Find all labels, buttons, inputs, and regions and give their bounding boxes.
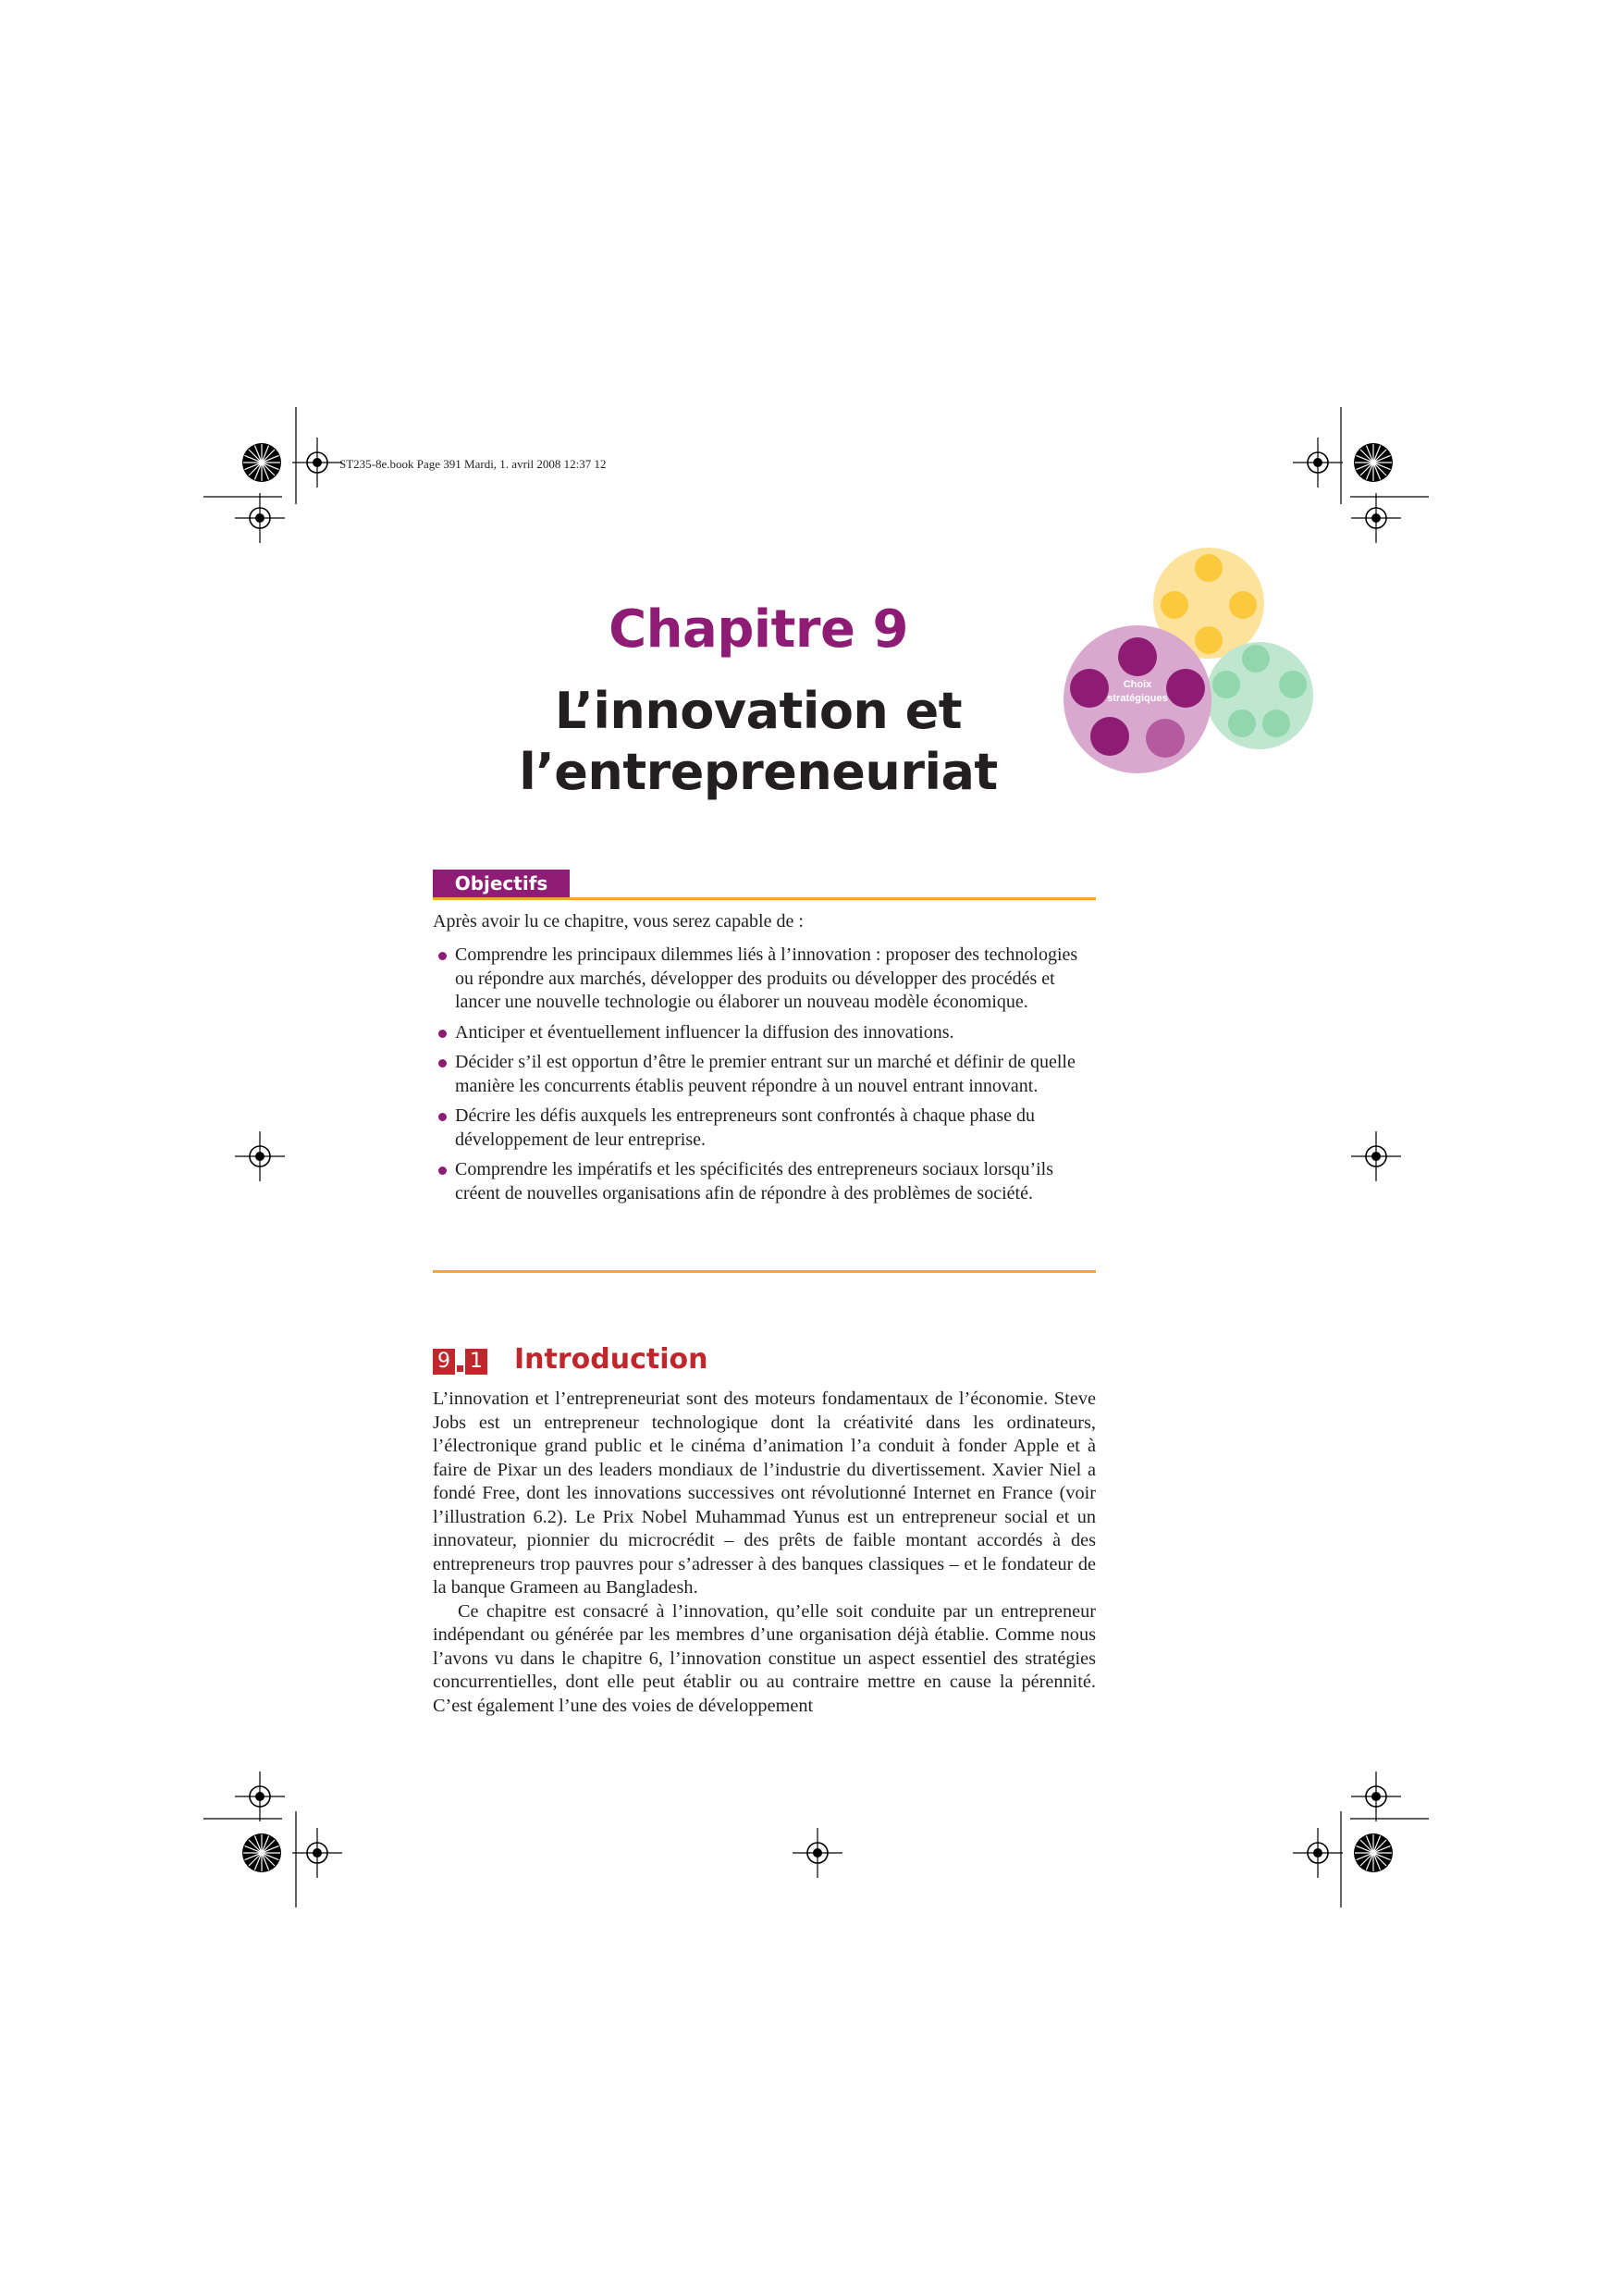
objectives-bottom-rule (433, 1270, 1096, 1273)
objective-item: Comprendre les impératifs et les spécificités des entrepreneurs sociaux lorsqu’ils créent de nouvelles organisations afin de répondre à des problèmes de société. (433, 1158, 1096, 1205)
objectives-list (433, 944, 1096, 1212)
chapter-number: Chapitre 9 (609, 599, 908, 660)
badge-label-line-1: Choix (1123, 679, 1152, 690)
objective-item: Décider s’il est opportun d’être le premier entrant sur un marché et définir de quelle manière les concurrents établis peuvent répondre à un nouvel entrant innovant. (433, 1051, 1096, 1098)
section-body (433, 1388, 1096, 1718)
badge-green-circle (1206, 642, 1313, 749)
star-mark-top-right (1354, 443, 1393, 482)
bullet-icon (438, 1113, 447, 1121)
objective-item: Comprendre les principaux dilemmes liés à l’innovation : proposer des technologies ou répondre aux marchés, développer des produits ou développer des procédés et lancer une nouvelle technologie ou élaborer un nouveau modèle économique. (433, 944, 1096, 1015)
objectives-top-rule (433, 897, 1096, 900)
bullet-icon (438, 952, 447, 960)
star-mark-bottom-right (1354, 1833, 1393, 1872)
section-number (433, 1349, 487, 1375)
paragraph: L’innovation et l’entrepreneuriat sont des moteurs fondamentaux de l’économie. Steve Jobs est un entrepreneur technologique dont la créativité dans les ordinateurs, l’électronique grand public et le cinéma d’animation l’a conduit à fonder Apple et à faire de Pixar un des leaders mondiaux de l’industrie du divertissement. Xavier Niel a fondé Free, dont les innovations successives ont révolutionné Internet en France (voir l’illustration 6.2). Le Prix Nobel Muhammad Yunus est un entrepreneur social et un innovateur, pionnier du microcrédit – des prêts de faible montant accordés à des entrepreneurs trop pauvres pour s’adresser à des banques classiques – et le fondateur de la banque Grameen au Bangladesh. (433, 1389, 1096, 1598)
section-number-major: 9 (433, 1349, 455, 1375)
chapter-title (462, 681, 1054, 803)
objective-item: Décrire les défis auxquels les entrepreneurs sont confrontés à chaque phase du développement de leur entreprise. (433, 1105, 1096, 1152)
objectives-label: Objectifs (433, 870, 570, 897)
choix-strategiques-badge (1054, 546, 1322, 786)
print-slug: ST235-8e.book Page 391 Mardi, 1. avril 2008 12:37 12 (339, 457, 607, 471)
bullet-icon (438, 1030, 447, 1038)
section-number-minor: 1 (465, 1349, 487, 1375)
star-mark-bottom-left (242, 1833, 281, 1872)
bullet-icon (438, 1167, 447, 1175)
section-title: Introduction (514, 1343, 708, 1376)
objectives-intro: Après avoir lu ce chapitre, vous serez capable de : (433, 911, 804, 932)
star-mark-top-left (242, 443, 281, 482)
paragraph: Ce chapitre est consacré à l’innovation, qu’elle soit conduite par un entrepreneur indépendant ou générée par les membres d’une organisation déjà établie. Comme nous l’avons vu dans le chapitre 6, l’innovation constitue un aspect essentiel des stratégies concurrentielles, dont elle peut établir ou au contraire mettre en cause la pérennité. C’est également l’une des voies de développement (433, 1600, 1096, 1716)
section-number-dot (457, 1365, 463, 1372)
bullet-icon (438, 1059, 447, 1068)
chapter-title-line-2: l’entrepreneuriat (519, 743, 998, 801)
chapter-title-line-1: L’innovation et (554, 682, 963, 740)
badge-label-line-2: stratégiques (1107, 693, 1168, 704)
objective-item: Anticiper et éventuellement influencer la diffusion des innovations. (433, 1021, 1096, 1045)
